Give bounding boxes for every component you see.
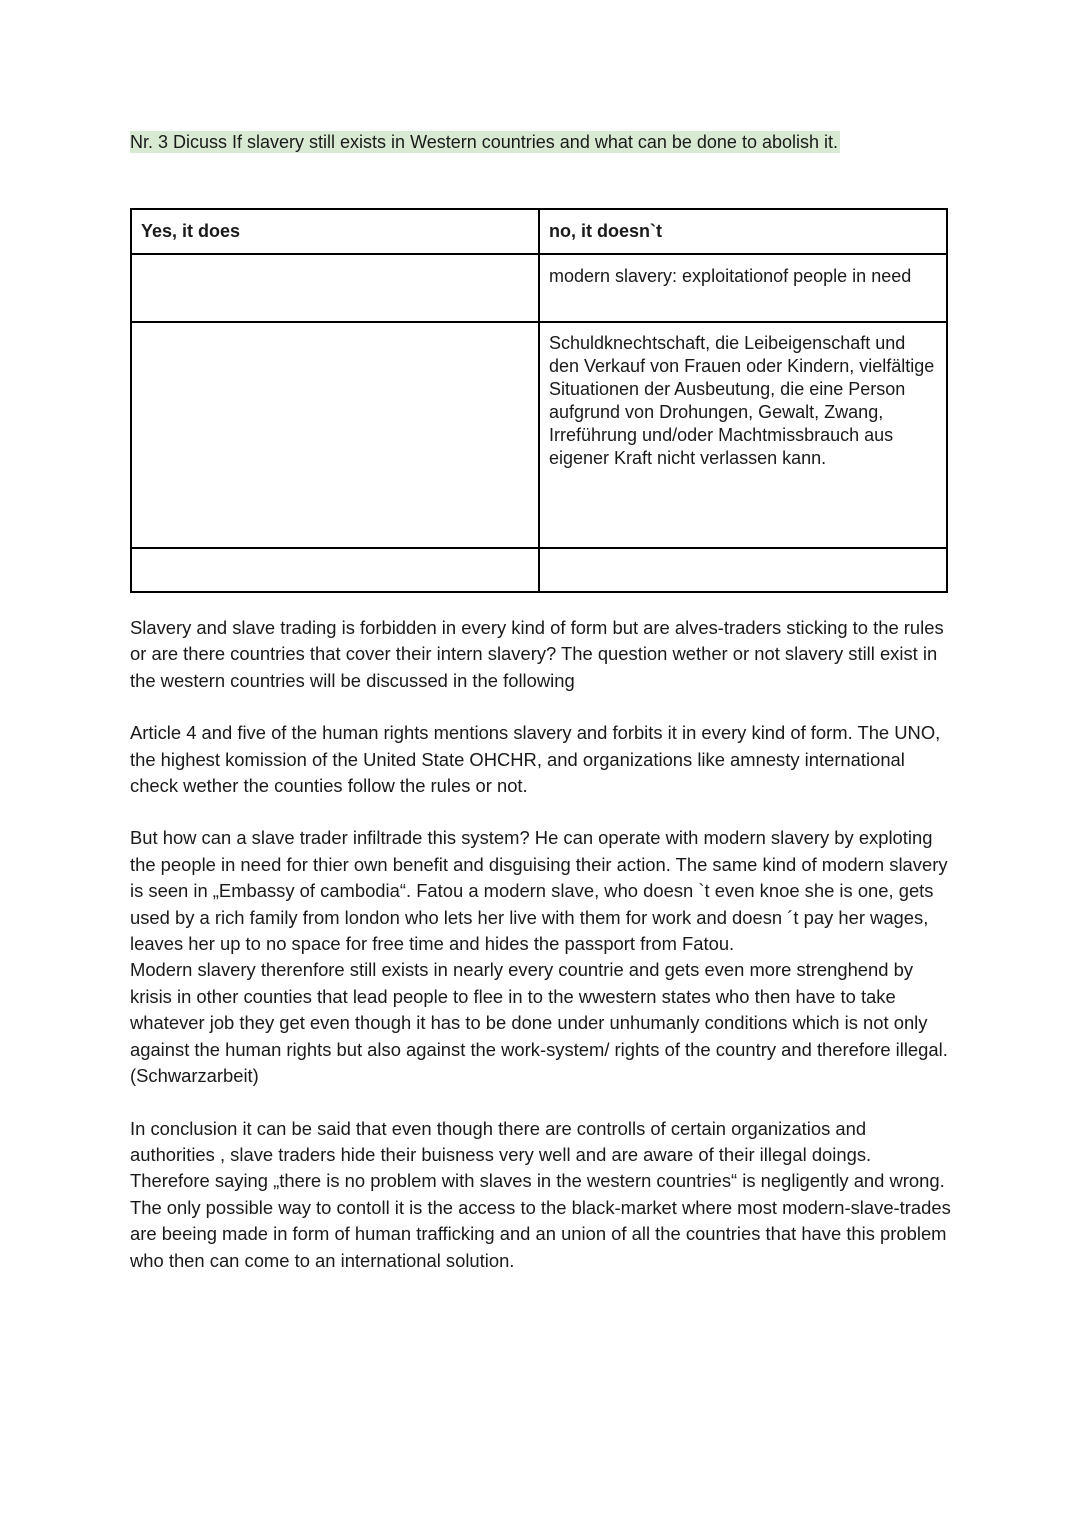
header-yes: Yes, it does [131, 209, 539, 254]
table-row [131, 322, 947, 548]
cell-no: Schuldknechtschaft, die Leibeigenschaft und den Verkauf von Frauen oder Kindern, vielfältige Situationen der Ausbeutung, die eine Person aufgrund von Drohungen, Gewalt, Zwang, Irreführung und/oder Machtmissbrauch aus eigener Kraft nicht verlassen kann. [539, 322, 947, 548]
essay-paragraph-article: Article 4 and five of the human rights mentions slavery and forbits it in every kind of form. The UNO, the highest komission of the United State OHCHR, and organizations like amnesty international check wether the counties follow the rules or not. [130, 722, 941, 797]
essay-paragraph-modern-slavery: Modern slavery therenfore still exists in nearly every countrie and gets even more strenghend by krisis in other counties that lead people to flee in to the wwestern states who then have to take whatever job they get even though it has to be done under unhumanly conditions which is not only against the human rights but also against the work-system/ rights of the country and therefore illegal. (Schwarzarbeit) [130, 959, 948, 1087]
essay-introduction: Slavery and slave trading is forbidden in every kind of form but are alves-traders sticking to the rules or are there countries that cover their intern slavery? The question wether or not slavery still exist in the western countries will be discussed in the following [130, 617, 944, 691]
cell-no: modern slavery: exploitationof people in need [539, 254, 947, 322]
essay-conclusion: In conclusion it can be said that even though there are controlls of certain organizatios and authorities , slave traders hide their buisness very well and are aware of their illegal doings. Therefore saying „there is no problem with slaves in the western countries“ is negligently and wrong. The only possible way to contoll it is the access to the black-market where most modern-slave-trades are beeing made in form of human trafficking and an union of all the countries that have this problem who then can come to an international solution. [130, 1117, 951, 1271]
table-row [131, 548, 947, 592]
essay-paragraph-example: But how can a slave trader infiltrade this system? He can operate with modern slavery by exploting the people in need for thier own benefit and disguising their action. The same kind of modern slavery is seen in „Embassy of cambodia“. Fatou a modern slave, who doesn `t even knoe she is one, gets used by a rich family from london who lets her live with them for work and doesn ´t pay her wages, leaves her up to no space for free time and hides the passport from Fatou. [130, 827, 948, 955]
essay-body [130, 615, 955, 1300]
table-row [131, 254, 947, 322]
cell-yes [131, 322, 539, 548]
table-header-row [131, 209, 947, 254]
header-no: no, it doesn`t [539, 209, 947, 254]
pro-con-table [130, 208, 948, 593]
task-heading: Nr. 3 Dicuss If slavery still exists in Western countries and what can be done to abolish it. [130, 132, 838, 152]
cell-no [539, 548, 947, 592]
cell-yes [131, 254, 539, 322]
cell-yes [131, 548, 539, 592]
